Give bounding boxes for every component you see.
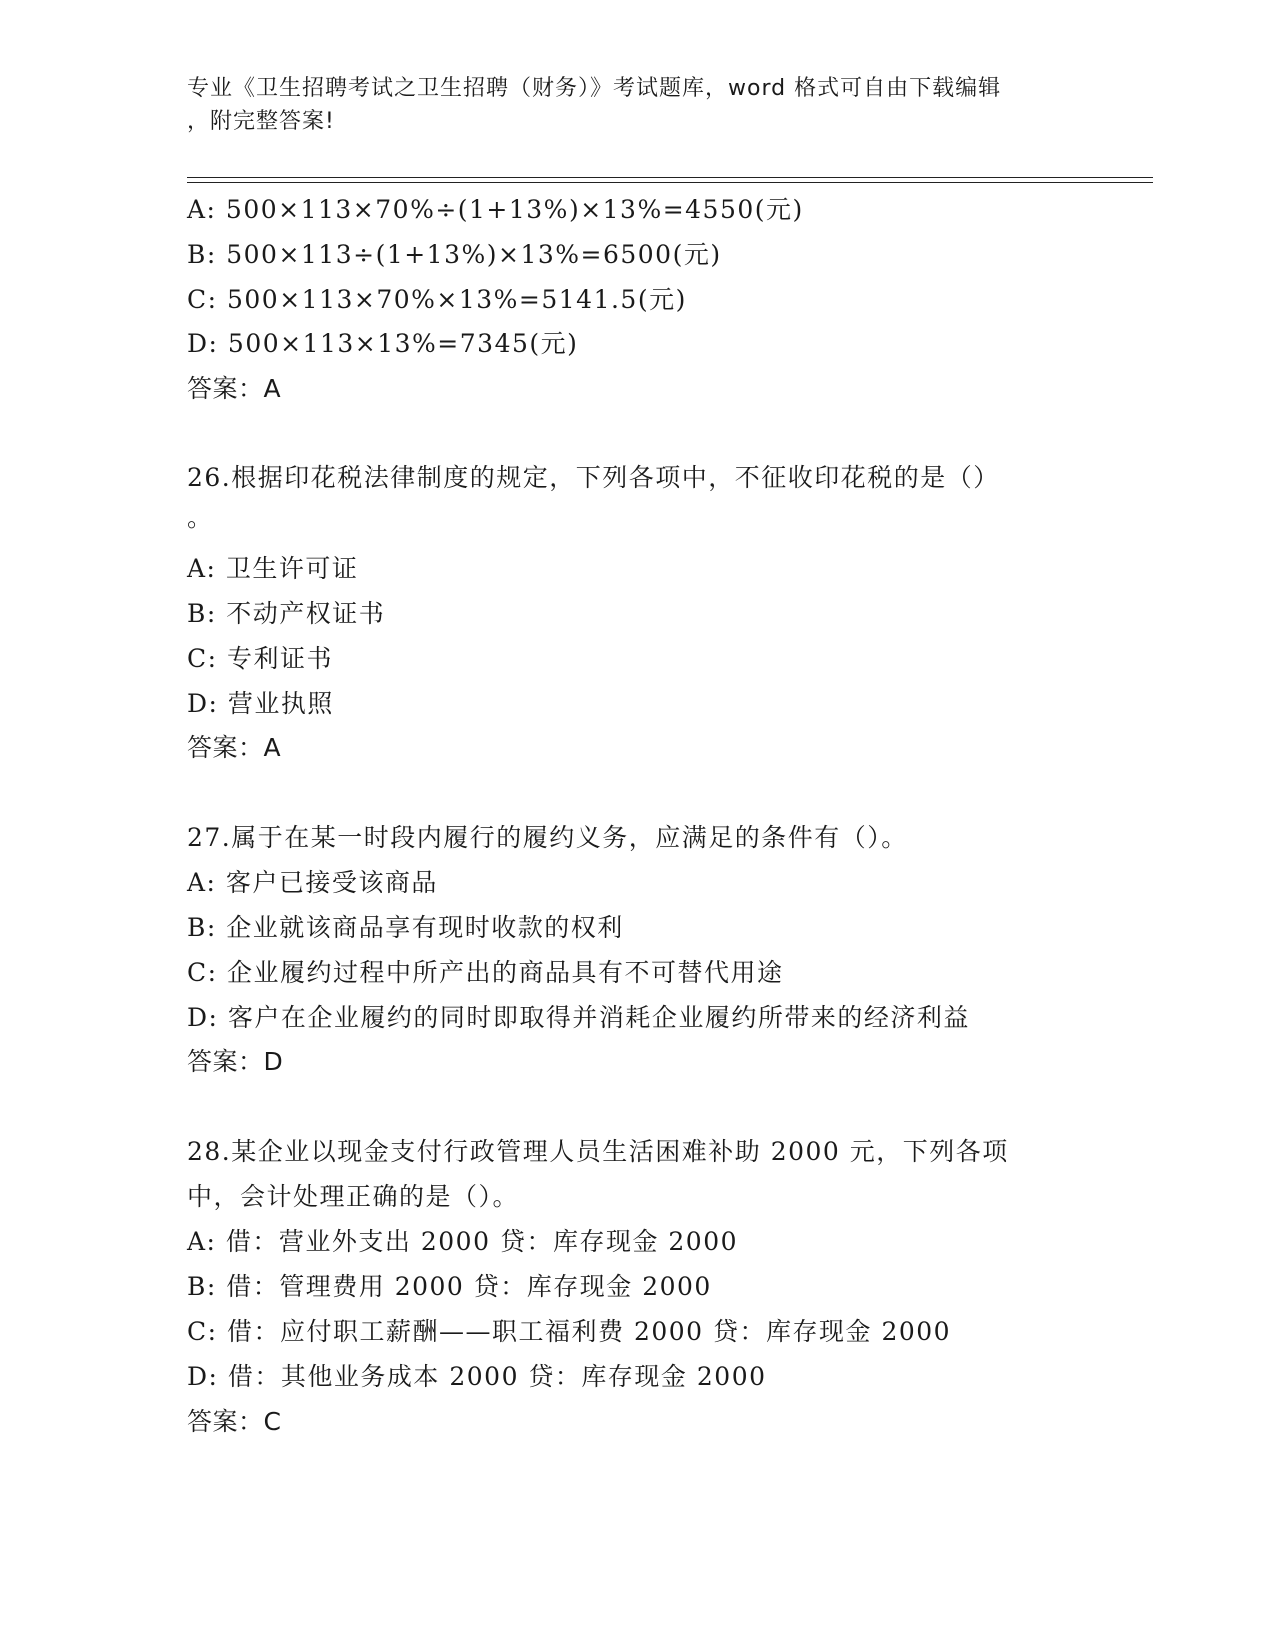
- document-header: [187, 72, 1067, 138]
- answer-line: 答案：A: [187, 733, 282, 762]
- option-d: D: 借：其他业务成本 2000 贷：库存现金 2000: [187, 1362, 767, 1391]
- answer-line: 答案：C: [187, 1407, 282, 1436]
- question-stem: 28.某企业以现金支付行政管理人员生活困难补助 2000 元，下列各项: [187, 1137, 1009, 1166]
- option-d: D: 客户在企业履约的同时即取得并消耗企业履约所带来的经济利益: [187, 1003, 970, 1032]
- option-d: D: 营业执照: [187, 689, 334, 718]
- question-stem-continuation: 。: [187, 503, 214, 532]
- header-line-2: ，附完整答案!: [187, 109, 335, 134]
- option-a: A: 客户已接受该商品: [187, 868, 438, 897]
- header-divider-bottom: [187, 182, 1153, 183]
- option-b: B: 不动产权证书: [187, 599, 386, 628]
- option-a: A: 500×113×70%÷(1+13%)×13%=4550(元): [187, 195, 804, 224]
- option-b: B: 借：管理费用 2000 贷：库存现金 2000: [187, 1272, 712, 1301]
- option-d: D: 500×113×13%=7345(元): [187, 329, 579, 358]
- header-divider-top: [187, 177, 1153, 178]
- question-stem: 27.属于在某一时段内履行的履约义务，应满足的条件有（）。: [187, 823, 908, 852]
- option-a: A: 借：营业外支出 2000 贷：库存现金 2000: [187, 1227, 739, 1256]
- question-stem: 26.根据印花税法律制度的规定，下列各项中，不征收印花税的是（）: [187, 463, 1000, 492]
- option-c: C: 借：应付职工薪酬——职工福利费 2000 贷：库存现金 2000: [187, 1317, 952, 1346]
- answer-line: 答案：D: [187, 1047, 284, 1076]
- question-stem-continuation: 中，会计处理正确的是（）。: [187, 1182, 520, 1211]
- option-c: C: 企业履约过程中所产出的商品具有不可替代用途: [187, 958, 784, 987]
- option-c: C: 500×113×70%×13%=5141.5(元): [187, 285, 687, 314]
- option-c: C: 专利证书: [187, 644, 333, 673]
- option-a: A: 卫生许可证: [187, 554, 359, 583]
- option-b: B: 企业就该商品享有现时收款的权利: [187, 913, 624, 942]
- header-line-1: 专业《卫生招聘考试之卫生招聘（财务）》考试题库，word 格式可自由下载编辑: [187, 76, 1002, 101]
- option-b: B: 500×113÷(1+13%)×13%=6500(元): [187, 240, 722, 269]
- answer-line: 答案：A: [187, 374, 282, 403]
